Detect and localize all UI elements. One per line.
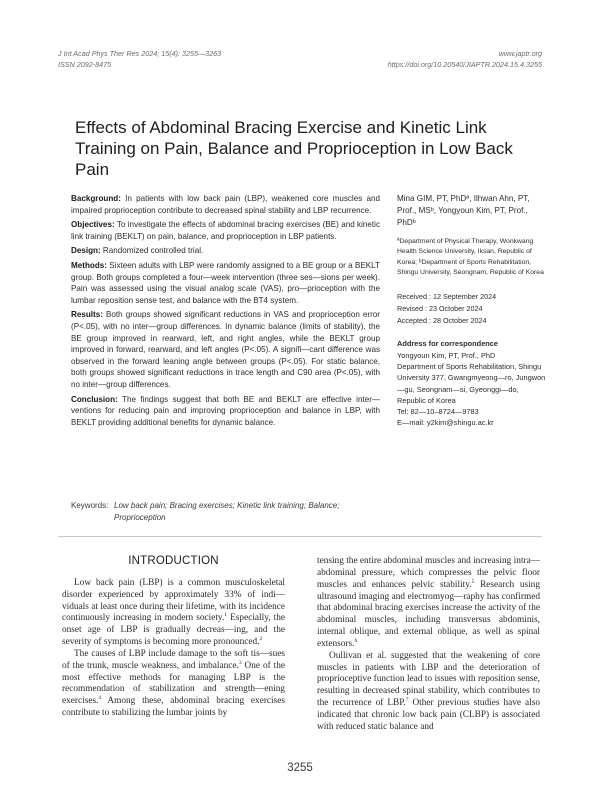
abstract-text: Randomized controlled trial. xyxy=(100,246,204,256)
section-divider xyxy=(58,536,542,537)
abstract-label: Objectives: xyxy=(71,220,115,230)
keywords-text: Low back pain; Bracing exercises; Kinetic link training; Balance; Proprioception xyxy=(114,501,340,522)
abstract-methods xyxy=(71,260,380,306)
article-info-sidebar xyxy=(397,193,547,428)
journal-website-link[interactable]: www.japtr.org xyxy=(498,49,542,58)
body-paragraph xyxy=(317,556,540,651)
received-date: Received : 12 September 2024 xyxy=(397,291,497,301)
abstract-text: In patients with low back pain (LBP), weakened core muscles and impaired proprioception contribute to decreased spinal stability and LBP recurrence. xyxy=(71,194,380,215)
article-dates xyxy=(397,291,547,328)
paragraph-text: Oullivan et al. suggested that the weakening of core muscles in patients with LBP and the deterioration of proprioceptive function lead to issues with reposition sense, resulting in decreased spinal stability, which contributes to the recurrence of LBP. xyxy=(317,650,540,709)
abstract-label: Methods: xyxy=(71,260,107,270)
abstract-text: The findings suggest that both BE and BEKLT are effective inter—ventions for reducing pain and improving proprioception and balance in LBP, with BEKLT providing additional benefits for dynamic balance. xyxy=(71,394,380,427)
paragraph-text: The causes of LBP include damage to the soft tis—sues of the trunk, muscle weakness, and imbalance. xyxy=(62,648,285,671)
running-header-right xyxy=(388,48,542,70)
journal-citation: J Int Acad Phys Ther Res 2024; 15(4): 3255—3263 xyxy=(58,49,222,58)
paragraph-text: Other previous studies have also indicated that chronic low back pain (CLBP) is associated with reduced static balance and xyxy=(317,698,540,732)
paragraph-text: tensing the entire abdominal muscles and increasing intra—abdominal pressure, which compresses the pelvic floor muscles and enhances pelvic stability. xyxy=(317,556,540,590)
reference-marker[interactable]: 4 xyxy=(98,695,102,702)
body-column-right xyxy=(317,556,540,734)
abstract-text: Sixteen adults with LBP were randomly assigned to a BE group or a BEKLT group. Both groups completed a four—week intervention (three ses—sions per week). Pain was assessed using the visual analog scale (VAS), pro—prioception with the lumbar reposition sense test, and balance with the BT4 system. xyxy=(71,260,380,305)
abstract-label: Design: xyxy=(71,246,101,256)
body-paragraph xyxy=(62,578,285,649)
section-heading-introduction: INTRODUCTION xyxy=(128,555,219,567)
reference-marker[interactable]: 2 xyxy=(259,635,263,642)
affiliations: ªDepartment of Physical Therapy, Wonkwang Health Science University, Iksan, Republic of Korea; ᵇDepartment of Sports Rehabilitation, Shingu University, Seongnam, Republic of Korea xyxy=(397,238,544,277)
paragraph-text: Research using ultrasound imaging and electromyog—raphy has confirmed that abdominal bracing exercises increase the activity of the abdominal muscles, including transversus abdominis, internal oblique, and external oblique, as well as spinal extensors. xyxy=(317,579,540,649)
page-number: 3255 xyxy=(287,762,313,774)
issn: ISSN 2092-8475 xyxy=(58,60,112,69)
author-list: Mina GIM, PT, PhDª, Ilhwan Ahn, PT, Prof., MSᵇ, Yongyoun Kim, PT, Prof., PhDᵇ xyxy=(397,194,530,227)
doi-link[interactable]: https://doi.org/10.20540/JIAPTR.2024.15.4.3255 xyxy=(387,60,542,69)
paragraph-text: One of the most effective methods for managing LBP is the recommendation of stabilization and strength—ening exercises. xyxy=(62,660,285,707)
keywords-label: Keywords: xyxy=(71,501,109,510)
accepted-date: Accepted : 28 October 2024 xyxy=(397,316,487,326)
revised-date: Revised : 23 October 2024 xyxy=(397,304,483,314)
running-header-left xyxy=(58,48,221,70)
abstract-label: Results: xyxy=(71,310,103,320)
body-paragraph xyxy=(317,651,540,734)
abstract-design xyxy=(71,245,380,257)
reference-marker[interactable]: 5 xyxy=(471,578,475,585)
correspondence-heading: Address for correspondence xyxy=(397,338,499,348)
body-column-left xyxy=(62,556,285,720)
abstract-label: Background: xyxy=(71,194,121,203)
corresponding-address: Department of Sports Rehabilitation, Shingu University 377, Gwangmyeong—ro, Jungwon—gu, Seongnam—si, Gyeonggi—do, Republic of Korea xyxy=(397,362,546,405)
paragraph-text: Among these, abdominal bracing exercises contribute to stabilizing the lumbar joints by xyxy=(62,696,285,719)
correspondence-block xyxy=(397,350,547,428)
reference-marker[interactable]: 3 xyxy=(238,659,242,666)
abstract-objectives xyxy=(71,219,380,242)
abstract xyxy=(71,193,380,431)
abstract-label: Conclusion: xyxy=(71,394,118,404)
abstract-results xyxy=(71,309,380,390)
reference-marker[interactable]: 7 xyxy=(405,697,409,704)
paragraph-text: Especially, the onset age of LBP is gradually decreas—ing, and the severity of symptoms is becoming more pronounced. xyxy=(62,613,286,648)
abstract-background xyxy=(71,193,380,216)
article-title: Effects of Abdominal Bracing Exercise and Kinetic Link Training on Pain, Balance and Proprioception in Low Back Pain xyxy=(75,118,513,179)
abstract-text: To investigate the effects of abdominal bracing exercises (BE) and kinetic link training (BEKLT) on pain, balance, and proprioception in LBP patients. xyxy=(71,220,380,241)
abstract-text: Both groups showed significant reductions in VAS and proprioception error (P<.05), with no inter—group differences. In dynamic balance (limits of stability), the BE group improved in rearward, left, and right angles, while the BEKLT group improved in forward, rearward, and left angles (P<.05). A signifi—cant difference was observed in the forward leaning angle between groups (P<.05). For static balance, both groups showed significant reductions in trace length and C90 area (P<.05), with no inter—group differences. xyxy=(71,310,380,389)
paragraph-text: Low back pain (LBP) is a common musculoskeletal disorder experienced by approximately 33% of indi—viduals at least once during their lifetime, with its incidence continuously increasing in modern society. xyxy=(62,577,285,624)
corresponding-phone: Tel: 82—10–8724—9783 xyxy=(397,407,479,417)
corresponding-email-link[interactable]: E—mail: y2kim@shingu.ac.kr xyxy=(397,418,494,428)
reference-marker[interactable]: 6 xyxy=(354,637,358,644)
corresponding-author: Yongyoun Kim, PT, Prof., PhD xyxy=(397,351,496,361)
reference-marker[interactable]: 1 xyxy=(224,612,228,619)
body-paragraph xyxy=(62,649,285,720)
abstract-conclusion xyxy=(71,394,380,429)
